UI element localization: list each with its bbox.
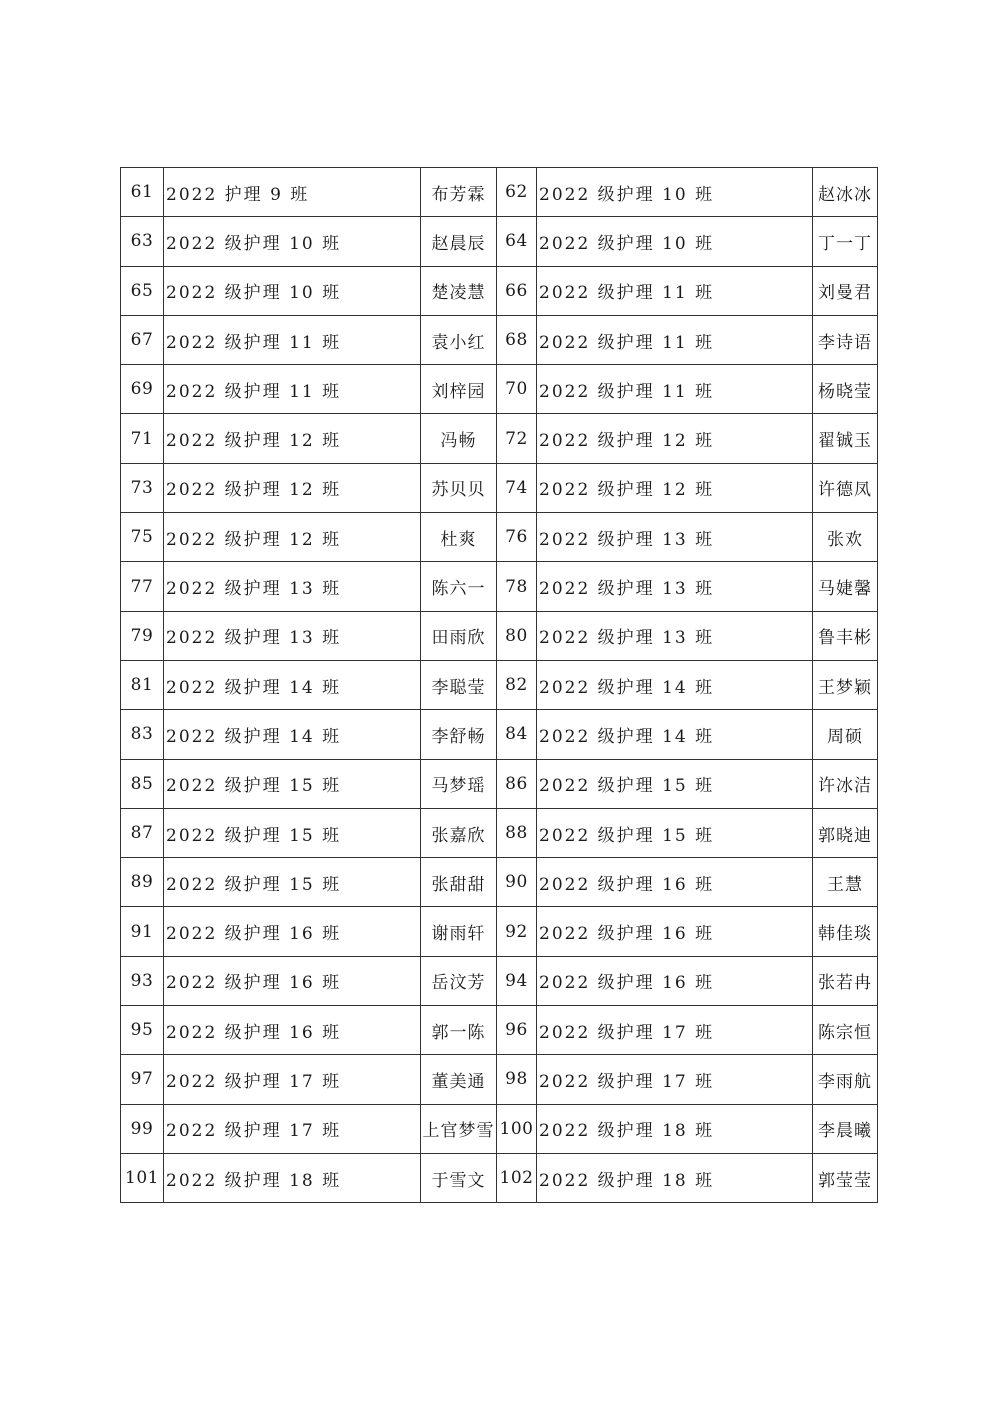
table-row — [121, 365, 878, 414]
class-name-cell: 2022 级护理 16 班 — [164, 1006, 421, 1055]
class-name-cell: 2022 级护理 15 班 — [537, 808, 813, 857]
table-row — [121, 315, 878, 364]
student-name-cell: 杜爽 — [421, 513, 497, 562]
table-row — [121, 414, 878, 463]
class-name-cell: 2022 级护理 11 班 — [164, 315, 421, 364]
row-number-cell: 62 — [497, 168, 537, 217]
student-name-cell: 郭一陈 — [421, 1006, 497, 1055]
class-name-cell: 2022 级护理 18 班 — [537, 1153, 813, 1202]
row-number-cell: 85 — [121, 759, 164, 808]
class-name-cell: 2022 级护理 13 班 — [537, 562, 813, 611]
row-number-cell: 87 — [121, 808, 164, 857]
row-number-cell: 68 — [497, 315, 537, 364]
student-name-cell: 田雨欣 — [421, 611, 497, 660]
table-row — [121, 808, 878, 857]
student-name-cell: 郭晓迪 — [813, 808, 878, 857]
table-row — [121, 710, 878, 759]
student-name-cell: 鲁丰彬 — [813, 611, 878, 660]
table-row — [121, 168, 878, 217]
class-name-cell: 2022 级护理 16 班 — [537, 907, 813, 956]
row-number-cell: 69 — [121, 365, 164, 414]
class-name-cell: 2022 级护理 13 班 — [164, 562, 421, 611]
student-name-cell: 王梦颖 — [813, 660, 878, 709]
table-row — [121, 907, 878, 956]
class-name-cell: 2022 级护理 14 班 — [537, 660, 813, 709]
class-name-cell: 2022 级护理 17 班 — [537, 1006, 813, 1055]
student-name-cell: 马婕馨 — [813, 562, 878, 611]
row-number-cell: 97 — [121, 1055, 164, 1104]
student-name-cell: 岳汶芳 — [421, 956, 497, 1005]
class-name-cell: 2022 级护理 11 班 — [164, 365, 421, 414]
class-name-cell: 2022 级护理 18 班 — [164, 1153, 421, 1202]
class-name-cell: 2022 级护理 15 班 — [537, 759, 813, 808]
row-number-cell: 99 — [121, 1104, 164, 1153]
table-row — [121, 463, 878, 512]
class-name-cell: 2022 级护理 15 班 — [164, 808, 421, 857]
student-name-cell: 上官梦雪 — [421, 1104, 497, 1153]
row-number-cell: 94 — [497, 956, 537, 1005]
class-name-cell: 2022 级护理 12 班 — [164, 513, 421, 562]
student-name-cell: 许冰洁 — [813, 759, 878, 808]
class-name-cell: 2022 级护理 13 班 — [537, 513, 813, 562]
class-name-cell: 2022 级护理 14 班 — [164, 660, 421, 709]
row-number-cell: 71 — [121, 414, 164, 463]
class-name-cell: 2022 级护理 17 班 — [537, 1055, 813, 1104]
table-row — [121, 660, 878, 709]
student-name-cell: 杨晓莹 — [813, 365, 878, 414]
student-name-cell: 布芳霖 — [421, 168, 497, 217]
row-number-cell: 91 — [121, 907, 164, 956]
class-name-cell: 2022 级护理 13 班 — [164, 611, 421, 660]
row-number-cell: 89 — [121, 858, 164, 907]
row-number-cell: 65 — [121, 266, 164, 315]
class-name-cell: 2022 级护理 16 班 — [164, 907, 421, 956]
table-row — [121, 1104, 878, 1153]
row-number-cell: 102 — [497, 1153, 537, 1202]
row-number-cell: 81 — [121, 660, 164, 709]
row-number-cell: 73 — [121, 463, 164, 512]
student-name-cell: 谢雨轩 — [421, 907, 497, 956]
student-name-cell: 于雪文 — [421, 1153, 497, 1202]
class-name-cell: 2022 级护理 18 班 — [537, 1104, 813, 1153]
class-name-cell: 2022 级护理 14 班 — [164, 710, 421, 759]
row-number-cell: 101 — [121, 1153, 164, 1202]
class-name-cell: 2022 级护理 15 班 — [164, 759, 421, 808]
row-number-cell: 67 — [121, 315, 164, 364]
class-name-cell: 2022 级护理 13 班 — [537, 611, 813, 660]
class-name-cell: 2022 级护理 14 班 — [537, 710, 813, 759]
class-name-cell: 2022 级护理 16 班 — [164, 956, 421, 1005]
row-number-cell: 72 — [497, 414, 537, 463]
row-number-cell: 88 — [497, 808, 537, 857]
row-number-cell: 64 — [497, 217, 537, 266]
student-name-cell: 郭莹莹 — [813, 1153, 878, 1202]
student-name-cell: 袁小红 — [421, 315, 497, 364]
student-name-cell: 张甜甜 — [421, 858, 497, 907]
row-number-cell: 90 — [497, 858, 537, 907]
student-list-table — [120, 167, 878, 1203]
row-number-cell: 95 — [121, 1006, 164, 1055]
class-name-cell: 2022 级护理 11 班 — [537, 266, 813, 315]
table-row — [121, 611, 878, 660]
student-name-cell: 陈宗恒 — [813, 1006, 878, 1055]
table-row — [121, 1006, 878, 1055]
row-number-cell: 74 — [497, 463, 537, 512]
student-name-cell: 刘曼君 — [813, 266, 878, 315]
class-name-cell: 2022 级护理 12 班 — [164, 414, 421, 463]
row-number-cell: 100 — [497, 1104, 537, 1153]
student-name-cell: 王慧 — [813, 858, 878, 907]
row-number-cell: 70 — [497, 365, 537, 414]
table-row — [121, 759, 878, 808]
row-number-cell: 80 — [497, 611, 537, 660]
row-number-cell: 78 — [497, 562, 537, 611]
student-name-cell: 李雨航 — [813, 1055, 878, 1104]
row-number-cell: 76 — [497, 513, 537, 562]
row-number-cell: 96 — [497, 1006, 537, 1055]
class-name-cell: 2022 级护理 15 班 — [164, 858, 421, 907]
class-name-cell: 2022 级护理 10 班 — [537, 217, 813, 266]
table-row — [121, 266, 878, 315]
row-number-cell: 93 — [121, 956, 164, 1005]
class-name-cell: 2022 级护理 12 班 — [537, 414, 813, 463]
row-number-cell: 79 — [121, 611, 164, 660]
student-name-cell: 赵冰冰 — [813, 168, 878, 217]
student-name-cell: 周硕 — [813, 710, 878, 759]
student-name-cell: 翟铖玉 — [813, 414, 878, 463]
row-number-cell: 84 — [497, 710, 537, 759]
class-name-cell: 2022 级护理 17 班 — [164, 1055, 421, 1104]
student-name-cell: 苏贝贝 — [421, 463, 497, 512]
row-number-cell: 77 — [121, 562, 164, 611]
class-name-cell: 2022 护理 9 班 — [164, 168, 421, 217]
class-name-cell: 2022 级护理 11 班 — [537, 315, 813, 364]
table-row — [121, 562, 878, 611]
student-name-cell: 张若冉 — [813, 956, 878, 1005]
student-name-cell: 李晨曦 — [813, 1104, 878, 1153]
student-name-cell: 李聪莹 — [421, 660, 497, 709]
class-name-cell: 2022 级护理 11 班 — [537, 365, 813, 414]
row-number-cell: 66 — [497, 266, 537, 315]
student-name-cell: 赵晨辰 — [421, 217, 497, 266]
row-number-cell: 98 — [497, 1055, 537, 1104]
class-name-cell: 2022 级护理 17 班 — [164, 1104, 421, 1153]
student-name-cell: 李诗语 — [813, 315, 878, 364]
student-name-cell: 马梦瑶 — [421, 759, 497, 808]
table-row — [121, 217, 878, 266]
table-row — [121, 1153, 878, 1202]
student-name-cell: 刘梓园 — [421, 365, 497, 414]
class-name-cell: 2022 级护理 16 班 — [537, 858, 813, 907]
student-name-cell: 李舒畅 — [421, 710, 497, 759]
row-number-cell: 92 — [497, 907, 537, 956]
class-name-cell: 2022 级护理 12 班 — [164, 463, 421, 512]
student-name-cell: 韩佳琰 — [813, 907, 878, 956]
class-name-cell: 2022 级护理 12 班 — [537, 463, 813, 512]
row-number-cell: 83 — [121, 710, 164, 759]
table-row — [121, 1055, 878, 1104]
class-name-cell: 2022 级护理 10 班 — [537, 168, 813, 217]
row-number-cell: 75 — [121, 513, 164, 562]
table-row — [121, 513, 878, 562]
student-name-cell: 楚凌慧 — [421, 266, 497, 315]
row-number-cell: 82 — [497, 660, 537, 709]
student-name-cell: 冯畅 — [421, 414, 497, 463]
class-name-cell: 2022 级护理 10 班 — [164, 217, 421, 266]
student-name-cell: 董美通 — [421, 1055, 497, 1104]
class-name-cell: 2022 级护理 16 班 — [537, 956, 813, 1005]
student-name-cell: 张欢 — [813, 513, 878, 562]
class-name-cell: 2022 级护理 10 班 — [164, 266, 421, 315]
table-row — [121, 956, 878, 1005]
row-number-cell: 63 — [121, 217, 164, 266]
table-row — [121, 858, 878, 907]
student-name-cell: 许德凤 — [813, 463, 878, 512]
student-name-cell: 丁一丁 — [813, 217, 878, 266]
row-number-cell: 86 — [497, 759, 537, 808]
student-name-cell: 陈六一 — [421, 562, 497, 611]
student-name-cell: 张嘉欣 — [421, 808, 497, 857]
row-number-cell: 61 — [121, 168, 164, 217]
table-body — [121, 168, 878, 1203]
